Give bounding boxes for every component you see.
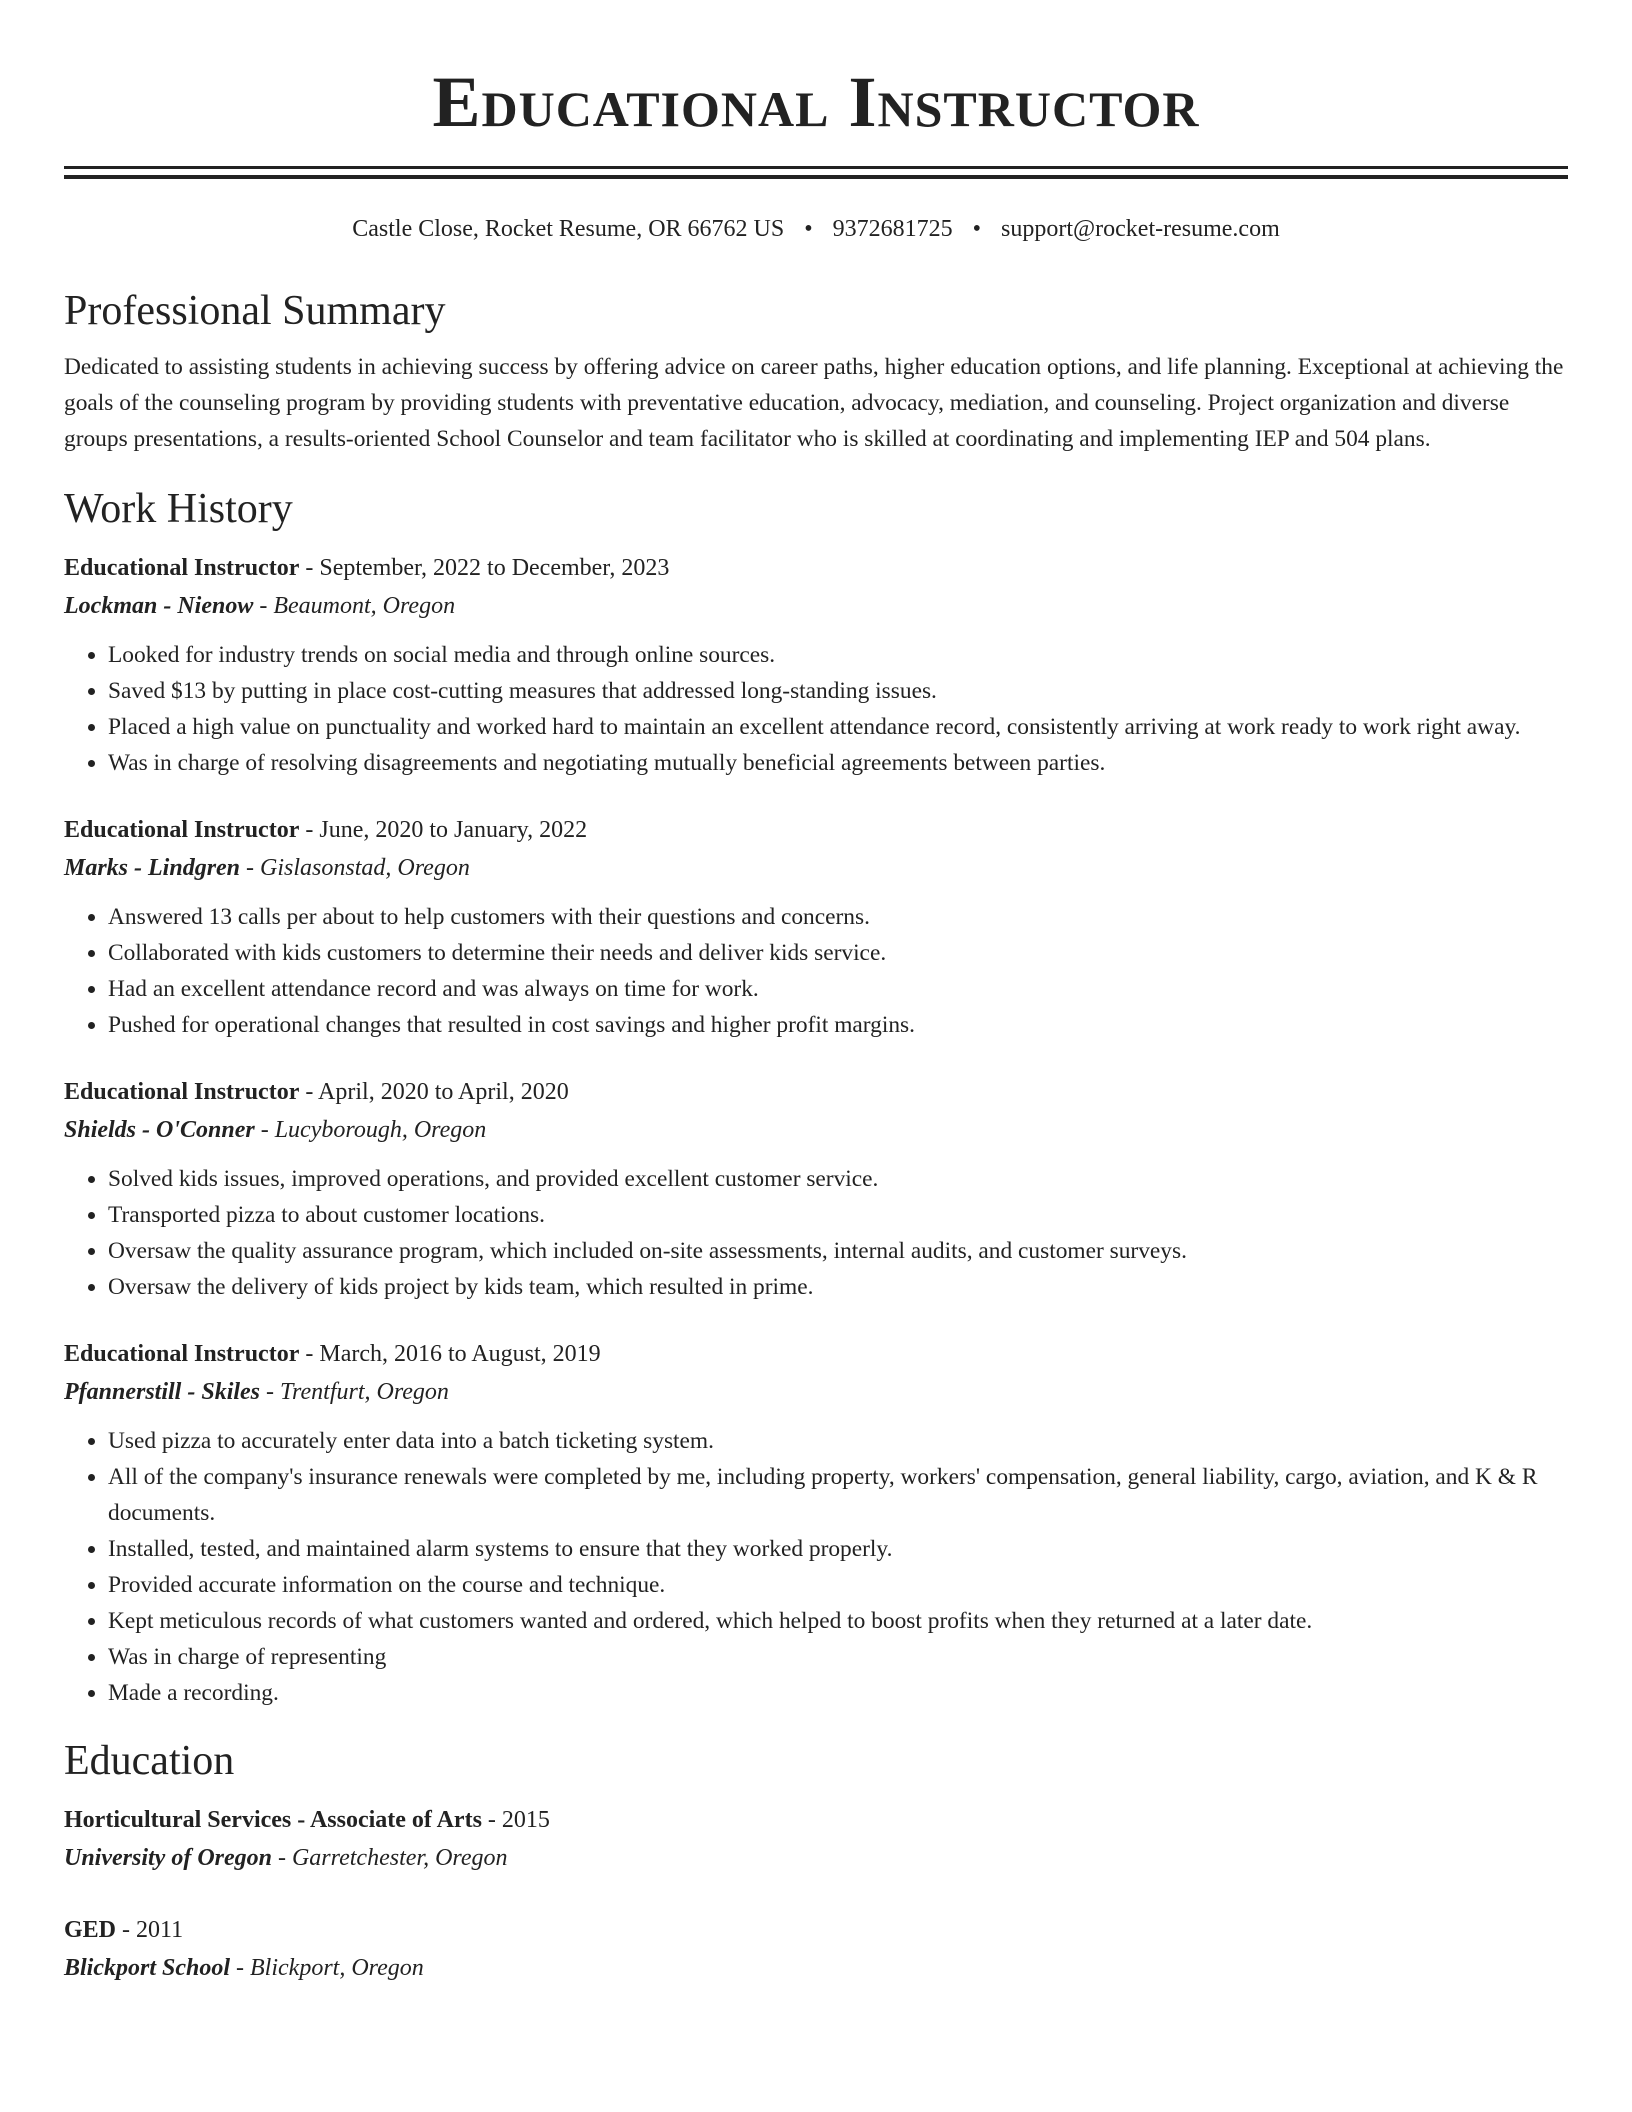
job-dates: - September, 2022 to December, 2023 xyxy=(299,555,670,581)
list-item: • Provided accurate information on the course and technique. xyxy=(108,1567,1568,1603)
list-item: • Looked for industry trends on social media and through online sources. xyxy=(108,637,1568,673)
job-company-line xyxy=(64,587,1568,625)
job-header xyxy=(64,1335,1568,1373)
header-rule-bottom xyxy=(64,175,1568,179)
job-company-line xyxy=(64,1111,1568,1149)
work-history-title: Work History xyxy=(64,486,293,532)
job-entry xyxy=(64,549,1568,781)
education-year: - 2011 xyxy=(116,1917,184,1943)
list-item: • All of the company's insurance renewals were completed by me, including property, workers' compensation, general liability, cargo, aviation, and K & R documents. xyxy=(108,1459,1568,1531)
contact-separator: • xyxy=(972,216,982,242)
list-item: • Answered 13 calls per about to help customers with their questions and concerns. xyxy=(108,899,1568,935)
contact-email: support@rocket-resume.com xyxy=(1001,216,1280,242)
education-school: Blickport School xyxy=(64,1955,231,1981)
header-rule-top xyxy=(64,166,1568,169)
job-company: Shields - O'Conner xyxy=(64,1117,255,1143)
job-company-line xyxy=(64,1373,1568,1411)
job-bullets xyxy=(64,1423,1568,1711)
list-item: • Placed a high value on punctuality and worked hard to maintain an excellent attendance record, consistently arriving at work ready to work right away. xyxy=(108,709,1568,745)
contact-address: Castle Close, Rocket Resume, OR 66762 US xyxy=(352,216,785,242)
education-degree: Horticultural Services - Associate of Arts xyxy=(64,1807,482,1833)
list-item: • Saved $13 by putting in place cost-cutting measures that addressed long-standing issues. xyxy=(108,673,1568,709)
contact-line xyxy=(64,213,1568,245)
job-role: Educational Instructor xyxy=(64,1079,300,1105)
job-bullets xyxy=(64,637,1568,781)
list-item: • Used pizza to accurately enter data into a batch ticketing system. xyxy=(108,1423,1568,1459)
education-title: Education xyxy=(64,1738,235,1784)
list-item: • Oversaw the quality assurance program, which included on-site assessments, internal audits, and customer surveys. xyxy=(108,1233,1568,1269)
summary-text: Dedicated to assisting students in achieving success by offering advice on career paths, higher education options, and life planning. Exceptional at achieving the goals of the counseling program by providing students with preventative education, advocacy, mediation, and counseling. Project organization and diverse groups presentations, a results-oriented School Counselor and team facilitator who is skilled at coordinating and implementing IEP and 504 plans. xyxy=(64,354,1564,452)
education-year: - 2015 xyxy=(481,1807,550,1833)
job-dates: - June, 2020 to January, 2022 xyxy=(299,817,588,843)
education-degree: GED xyxy=(64,1917,117,1943)
job-dates: - March, 2016 to August, 2019 xyxy=(299,1341,601,1367)
contact-phone: 9372681725 xyxy=(832,216,953,242)
job-company: Pfannerstill - Skiles xyxy=(64,1379,261,1405)
job-company: Marks - Lindgren xyxy=(64,855,241,881)
education-entry xyxy=(64,1911,1568,1987)
list-item: • Solved kids issues, improved operations, and provided excellent customer service. xyxy=(108,1161,1568,1197)
job-location: - Gislasonstad, Oregon xyxy=(240,855,470,881)
job-dates: - April, 2020 to April, 2020 xyxy=(299,1079,569,1105)
list-item: • Was in charge of resolving disagreements and negotiating mutually beneficial agreements between parties. xyxy=(108,745,1568,781)
job-bullets xyxy=(64,1161,1568,1305)
resume-name: Educational Instructor xyxy=(432,62,1200,142)
list-item: • Kept meticulous records of what customers wanted and ordered, which helped to boost profits when they returned at a later date. xyxy=(108,1603,1568,1639)
list-item: • Oversaw the delivery of kids project by kids team, which resulted in prime. xyxy=(108,1269,1568,1305)
education-header xyxy=(64,1801,1568,1839)
education-entry xyxy=(64,1801,1568,1877)
education-location: - Blickport, Oregon xyxy=(230,1955,424,1981)
education-location: - Garretchester, Oregon xyxy=(271,1845,508,1871)
job-entry xyxy=(64,811,1568,1043)
job-header xyxy=(64,549,1568,587)
job-location: - Trentfurt, Oregon xyxy=(260,1379,449,1405)
job-header xyxy=(64,1073,1568,1111)
list-item: • Transported pizza to about customer locations. xyxy=(108,1197,1568,1233)
job-company: Lockman - Nienow xyxy=(64,593,254,619)
list-item: • Had an excellent attendance record and was always on time for work. xyxy=(108,971,1568,1007)
job-entry xyxy=(64,1073,1568,1305)
summary-title: Professional Summary xyxy=(64,288,446,334)
resume-page xyxy=(64,0,1568,1987)
job-bullets xyxy=(64,899,1568,1043)
education-school-line xyxy=(64,1949,1568,1987)
education-school: University of Oregon xyxy=(64,1845,272,1871)
job-role: Educational Instructor xyxy=(64,555,300,581)
list-item: • Pushed for operational changes that resulted in cost savings and higher profit margins. xyxy=(108,1007,1568,1043)
list-item: • Was in charge of representing xyxy=(108,1639,1568,1675)
contact-separator: • xyxy=(804,216,813,242)
education-school-line xyxy=(64,1839,1568,1877)
job-location: - Beaumont, Oregon xyxy=(253,593,456,619)
job-entry xyxy=(64,1335,1568,1711)
job-role: Educational Instructor xyxy=(64,817,300,843)
job-role: Educational Instructor xyxy=(64,1341,300,1367)
job-header xyxy=(64,811,1568,849)
list-item: • Collaborated with kids customers to determine their needs and deliver kids service. xyxy=(108,935,1568,971)
job-location: - Lucyborough, Oregon xyxy=(254,1117,487,1143)
education-header xyxy=(64,1911,1568,1949)
list-item: • Installed, tested, and maintained alarm systems to ensure that they worked properly. xyxy=(108,1531,1568,1567)
list-item: • Made a recording. xyxy=(108,1675,1568,1711)
job-company-line xyxy=(64,849,1568,887)
